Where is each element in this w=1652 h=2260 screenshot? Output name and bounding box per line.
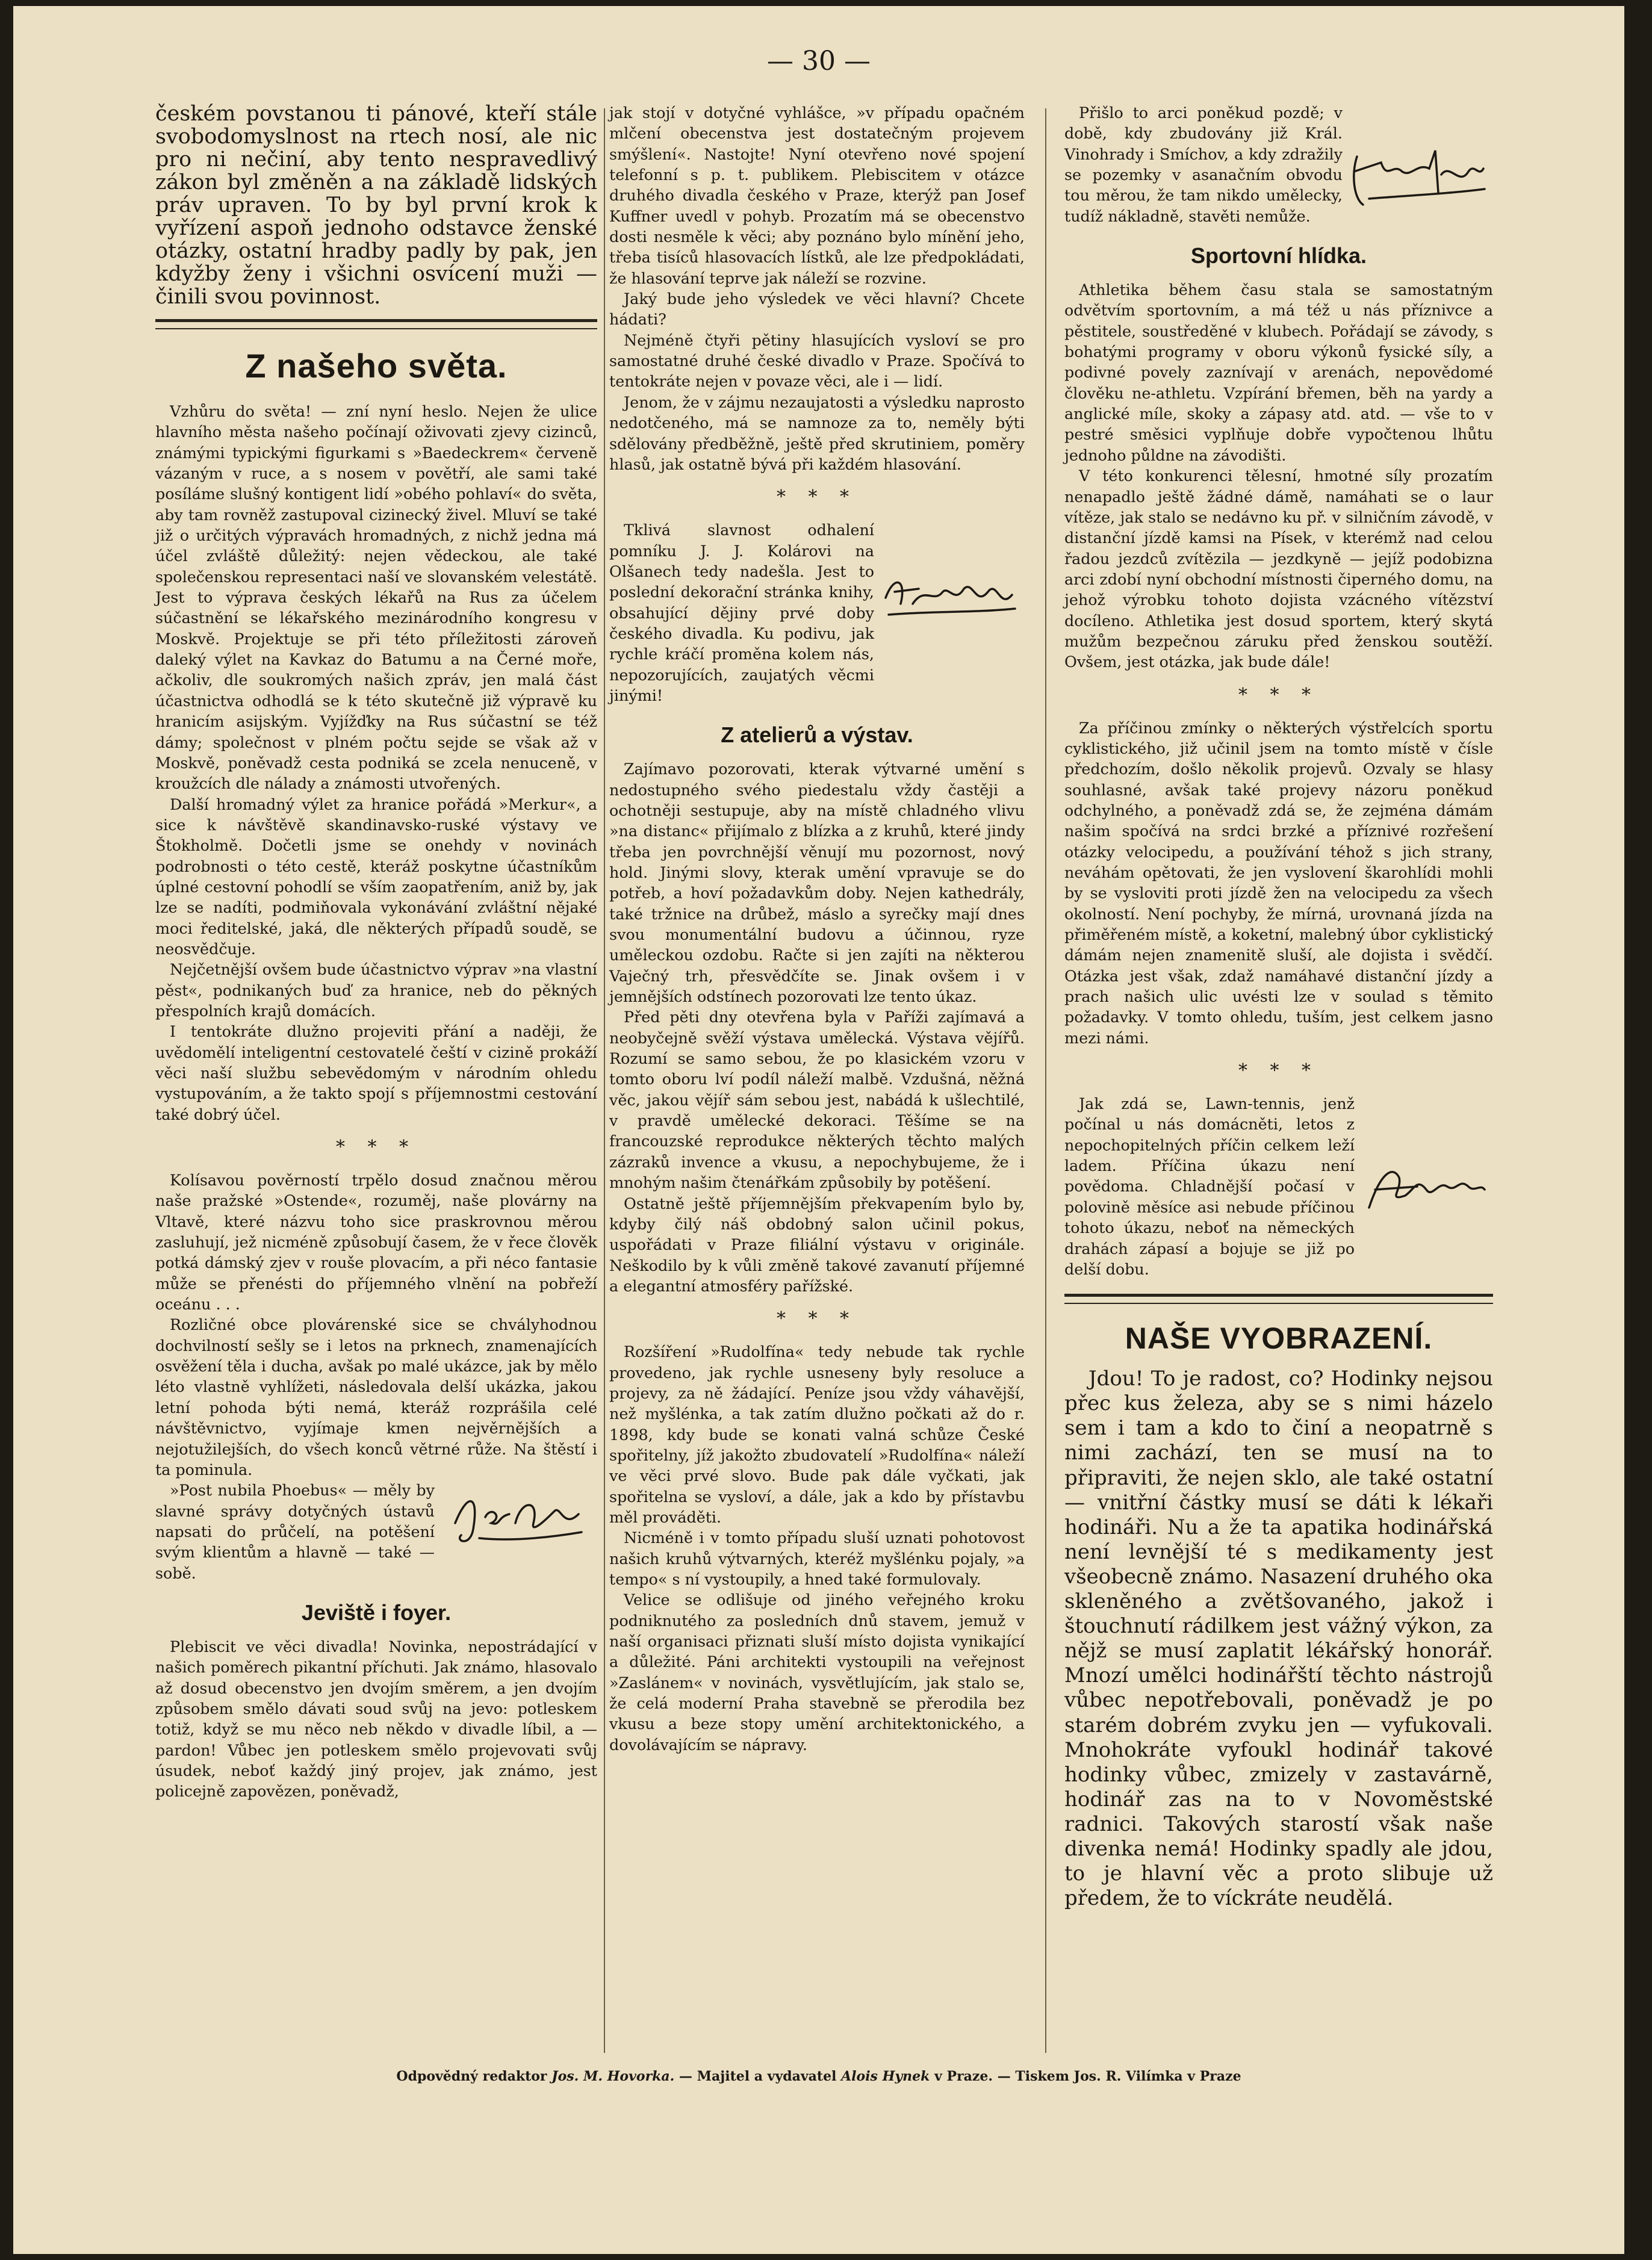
signed-paragraph: Tklivá slavnost odhalení pomníku J. J. Kolárovi na Olšanech tedy nadešla. Jest to poslední dekorační stránka knihy, obsahující dějiny prvé doby českého divadla. Ku podivu, jak rychle kráčí proměna kolem nás, nepozorujících, zaujatých věcmi jinými! [609, 521, 874, 704]
section-heading-nase-vyobrazeni: NAŠE VYOBRAZENÍ. [1125, 1321, 1433, 1356]
article-paragraph: I tentokráte dlužno projeviti přání a naději, že uvědomělí inteligentní cestovatelé čeští v cizině prokáží věci naší službu sebevědomým v národním ohledu vystupováním, a že takto spojí s příjemnostmi cestování také dobrý účel. [155, 1022, 597, 1123]
footer-imprint [13, 2069, 1624, 2084]
article-paragraph: Vzhůru do světa! — zní nyní heslo. Nejen že ulice hlavního města našeho počínají oživovati zjevy cizinců, známými typickými figurkami s »Baedeckrem« červeně vázaným v ruce, a s nosem v povětří, ale sami také posíláme slušný kontigent lidí »obého pohlaví« do světa, aby tam rovněž zastupoval cizinecký živel. Mluví se také již o určitých výpravách hromadných, z nichž jedna má účel zvláště důležitý: nejen vědeckou, ale také společenskou representaci naší ve slovanském velestátě. Jest to výprava českých lékařů na Rus za účelem súčastnění se lékařského mezinárodního kongresu v Moskvě. Projektuje se při této příležitosti zároveň daleký výlet na Kavkaz do Batumu a na Černé moře, ačkoliv, dle soukromých našich zpráv, jen malá část účastnictva odhodlá se k této skutečně již výpravě ku hranicím asijským. Vyjížďky na Rus súčastní se též dámy; společnost v plném počtu sejde se však až v Moskvě, poněvadž cesta podniká se zcela nenuceně, v kroužcích dle nálady a známosti utvořených. [155, 402, 597, 793]
footer-label: — Majitel a vydavatel [678, 2069, 837, 2084]
section-heading-jeviste: Jeviště i foyer. [301, 1600, 452, 1625]
section-stars: * * * [776, 1308, 858, 1330]
article-paragraph: Rozšíření »Rudolfína« tedy nebude tak rychle provedeno, jak rychle usneseny byly resoluce a projevy, za ně žádající. Peníze jsou vždy váhavější, než myšlénka, a tak zatím dlužno počkati až do r. 1898, kdy bude se konati valná schůze České spořitelny, jíž jakožto zbudovatelí »Rudolfína« náleží ve věci prvé slovo. Bude pak dále vyčkati, jak spořitelna se vysloví, a dále, jak a kdo by přístavbu měl prováděti. [609, 1343, 1025, 1526]
section-stars: * * * [776, 486, 858, 508]
article-paragraph: Plebiscit ve věci divadla! Novinka, nepostrádající v našich poměrech pikantní příchuti. Jak známo, hlasovalo až dosud obecenstvo jen dvojím směrem, a jen dvojím způsobem smělo dávati soud svůj na jevo: potleskem totiž, když se mu něco neb někdo v divadle líbil, a — pardon! Vůbec jen potleskem smělo projevovati svůj úsudek, neboť každý jiný projev, jak známo, jest policejně zapovězen, poněvadž, [155, 1637, 597, 1801]
article-paragraph: Zajímavo pozorovati, kterak výtvarné umění s nedostupného svého piedestalu vždy častěji a ochotněji sestupuje, aby na místě chladného vlivu »na distanc« přijímalo z blízka a z kruhů, které jindy třeba jen povrchnější věnují mu pozornost, nový hold. Jinými slovy, kterak umění vpravuje se do potřeb, a hoví požadavkům doby. Nejen kathedrály, také tržnice na drůbež, máslo a syrečky mají dnes svou monumentální budovu a účinnou, ryze uměleckou ozdobu. Račte si jen zajíti na některou Vaječný trh, přesvědčíte se. Jinak ovšem i v jemnějších odstínech pozorovati lze tento úkaz. [609, 760, 1025, 1006]
article-paragraph: Rozličné obce plovárenské sice se chvályhodnou dochvilností sešly se i letos na prknech, znamenajících osvěžení těla i ducha, avšak po malé ukázce, jak by mělo léto vlastně vyhlížeti, následovala delší ukázka, jakou letní pohoda býti nemá, kteráž rozprášila celé návštěvnictvo, vyjímaje kmen nejvěrnějších a nejotužilejších, do všech konců větrné růže. Na štěstí i ta pominula. [155, 1315, 597, 1479]
article-paragraph: Ostatně ještě příjemnějším překvapením bylo by, kdyby čilý náš obdobný salon učinil pokus, uspořádati v Praze filiální výstavu v originále. Neškodilo by k vůli změně takové zavanutí příjemné a elegantní atmosféry pařížské. [609, 1194, 1025, 1295]
article-paragraph: Jdou! To je radost, co? Hodinky nejsou přec kus železa, aby se s nimi házelo sem i tam a kdo to činí a neopatrně s nimi zachází, ten se musí na to připraviti, že nejen sklo, ale také ostatní — vnitřní částky musí se dáti k lékaři hodináři. Nu a že ta apatika hodinářská není levnější té s medikamenty jest všeobecně známo. Nasazení druhého oka skleněného a zvětšovaného, jakož i štouchnutí rádilkem jest vážný výkon, za nějž se musí zaplatit lékářský honorář. Mnozí umělci hodinářští těchto nástrojů vůbec nepotřebovali, poněvadž je po starém dobrém zvyku jen — vyfukovali. Mnohokráte vyfoukl hodinář takové hodinky vůbec, zmizely v zastavárně, hodinář zas na to v Novoměstské radnici. Takových starostí však naše divenka nemá! Hodinky spadly ale jdou, to je hlavní věc a proto slibuje už předem, že to víckráte neudělá. [1064, 1367, 1493, 1911]
section-heading-z-atelieru: Z atelierů a výstav. [721, 722, 913, 748]
section-rule [1064, 1294, 1493, 1304]
signature-image [877, 562, 1021, 630]
footer-label: v Praze. — Tiskem Jos. R. Vilímka v Praze [934, 2069, 1241, 2084]
article-paragraph: Nejčetnější ovšem bude účastnictvo výprav »na vlastní pěst«, podnikaných buď za hranice, neb do pěkných přespolních krajů domácích. [155, 960, 597, 1020]
footer-label: Odpovědný redaktor [396, 2069, 547, 2084]
article-paragraph: Athletika během času stala se samostatným odvětvím sportovním, a má též u nás příznivce a pěstitele, soustředěné v klubech. Pořádají se závody, s bohatými programy v oboru výkonů fysické síly, a podivné povely zaznívají v arenách, nepovědomé člověku ne-athletu. Vzpírání břemen, běh na yardy a anglické míle, skoky a zápasy atd. atd. — vše to v pestré směsici vyplňuje dobře vypočtenou lhůtu jednoho půldne na závodišti. [1064, 281, 1493, 464]
column-middle [609, 102, 1025, 1755]
article-paragraph: Za příčinou zmínky o některých výstřelcích sportu cyklistického, již učinil jsem na tomto místě v čísle předchozím, došlo několik projevů. Ozvaly se hlasy souhlasné, avšak také projevy názoru poněkud odchylného, a poněvadž zdá se, že zejména dámám našim spočívá na srdci brzké a příznivé rozřešení otázky velocipedu, a používání téhož s jich strany, neváhám opětovati, že jen vyslovení škarohlídi mohli by se vysloviti proti jízdě žen na velocipedu za všech okolností. Není pochyby, že mírná, urovnaná jízda na přiměřeném místě, a koketní, malebný úbor cyklistický dámám nejen znamenitě sluší, ale dojista i svědčí. Otázka jest však, zdaž namáhavé distanční jízdy a prach našich ulic uvésti lze v soulad s těmito požadavky. V tomto ohledu, tuším, jest celkem jasno mezi námi. [1064, 718, 1493, 1047]
article-paragraph: V této konkurenci tělesní, hmotné síly prozatím nenapadlo ještě žádné dámě, namáhati se o laur vítěze, jak stalo se nedávno ku př. v silničním závodě, v distanční jízdě kamsi na Písek, v kterémž nad celou řadou jezdců zvítězila — jezdkyně — jejíž podobizna arci zdobí nyní obchodní místnosti čiperného domu, na jehož výrobku tohoto dojista vzácného vítězství docíleno. Athletika jest dosud sportem, který skytá mužům bezpečnou záruku před ženskou soutěží. Ovšem, jest otázka, jak bude dále! [1064, 467, 1493, 671]
column-divider [1045, 108, 1046, 2053]
article-paragraph: Nejméně čtyři pětiny hlasujících vysloví se pro samostatné druhé české divadlo v Praze. Spočívá to tentokráte nejen v povaze věci, ale i — lidí. [609, 331, 1025, 391]
article-paragraph: Jaký bude jeho výsledek ve věci hlavní? Chcete hádati? [609, 290, 1025, 329]
intro-paragraph: českém povstanou ti pánové, kteří stále svobodomyslnost na rtech nosí, ale nic pro ni nečiní, aby tento nespravedlivý zákon byl změněn a na základě lidských práv upraven. To by byl první krok k vyřízení aspoň jednoho odstavce ženské otázky, ostatní hradby padly by pak, jen kdyžby ženy i všichni osvícení muži — činili svou povinnost. [155, 102, 597, 309]
section-rule [155, 319, 597, 329]
signed-paragraph: »Post nubila Phoebus« — měly by slavné správy dotyčných ústavů napsati do průčelí, na potěšení svým klientům a hlavně — také — sobě. [155, 1481, 435, 1582]
section-stars: * * * [1238, 1060, 1320, 1082]
signed-paragraph: Přišlo to arci poněkud pozdě; v době, kdy zbudovány již Král. Vinohrady i Smíchov, a kdy zdražily se pozemky v asanačním obvodu tou měrou, že tam nikdo umělecky, tudíž nákladně, stavěti nemůže. [1064, 104, 1343, 225]
section-stars: * * * [335, 1137, 417, 1158]
article-paragraph: Velice se odlišuje od jiného veřejného kroku podniknutého za posledních dnů stavem, jemuž v naší organisaci přiznati sluší místo dojista vynikající a důležité. Páni architekti vystoupili na veřejnost »Zaslánem« v novinách, vysvětlujícím, jak stalo se, že celá moderní Praha stavebně se přerodila bez vkusu a beze stopy umění architektonického, a dovolávajícím se nápravy. [609, 1591, 1025, 1754]
section-heading-z-naseho-sveta: Z našeho světa. [245, 347, 508, 385]
nase-vyobrazeni-section [1064, 1321, 1493, 1911]
article-paragraph: Kolísavou pověrností trpělo dosud značnou měrou naše pražské »Ostende«, rozuměj, naše plovárny na Vltavě, které názvu toho sice praskrovnou měrou zasluhují, jež nicméně způsobují časem, že v řece člověk potká dámský zjev v rouše plovacím, a při néco fantasie může se přenésti do příjemného vlnění na pobřeží oceánu . . . [155, 1171, 597, 1314]
signature-image [443, 1481, 594, 1556]
signature-image [1357, 1153, 1489, 1222]
section-heading-sportovni-hlidka: Sportovní hlídka. [1190, 243, 1367, 269]
newspaper-page [13, 6, 1624, 2254]
signature-image [1345, 138, 1489, 213]
footer-publisher: Alois Hynek [841, 2069, 930, 2084]
article-paragraph: Další hromadný výlet za hranice pořádá »Merkur«, a sice k návštěvě skandinavsko-ruské výstavy ve Štokholmě. Dočetli jsme se onehdy v novinách podrobnosti o této cestě, kteráž poskytne účastníkům úplné cestovní pohodlí se vším zaopatřením, aniž by, jak lze se nadíti, podmiňovala vykonávání zvláštní nějaké moci ředitelské, jaká, dle některých případů soudě, se neosvědčuje. [155, 795, 597, 958]
column-divider [604, 108, 605, 2053]
article-paragraph: jak stojí v dotyčné vyhlášce, »v případu opačném mlčení obecenstva jest dostatečným projevem smýšlení«. Nastojte! Nyní otevřeno nové spojení telefonní s p. t. publikem. Plebiscitem v otázce druhého divadla českého v Praze, kterýž pan Josef Kuffner uvedl v pohyb. Prozatím má se obecenstvo dosti nesměle k věci; aby poznáno bylo mínění jeho, třeba tisíců hlasovacích lístků, ale lze předpokládati, že hlasování teprve jak náleží se rozvine. [609, 104, 1025, 287]
footer-editor: Jos. M. Hovorka. [551, 2069, 675, 2084]
article-paragraph: Nicméně i v tomto případu sluší uznati pohotovost našich kruhů výtvarných, kteréž myšlénku pojaly, »a tempo« s ní vystoupily, a hned také formulovaly. [609, 1529, 1025, 1588]
section-stars: * * * [1238, 684, 1320, 706]
article-paragraph: Před pěti dny otevřena byla v Paříži zajímavá a neobyčejně svěží výstava umělecká. Výstava vějířů. Rozumí se samo sebou, že po klasickém vzoru v tomto oboru lví podíl náleží malbě. Vzdušná, něžná věc, jakou vějíř sám sebou jest, nabádá k ušlechtilé, v pravdě umělecké dekoraci. Těšíme se na francouzské reprodukce některých těchto malých zázraků invence a vkusu, a nepochybujeme, že i mnohým našim čtenářkám způsobily by potěšení. [609, 1008, 1025, 1192]
page-number: — 30 — [767, 46, 871, 76]
column-left [155, 102, 597, 1802]
column-right [1064, 102, 1493, 1911]
signed-paragraph: Jak zdá se, Lawn-tennis, jenž počínal u nás domácněti, letos z nepochopitelných příčin celkem leží ladem. Příčina úkazu není povědoma. Chladnější počasí v polovině měsíce asi nebude příčinou tohoto úkazu, neboť na německých drahách zápasí a bojuje se již po delší dobu. [1064, 1094, 1355, 1278]
article-paragraph: Jenom, že v zájmu nezaujatosti a výsledku naprosto nedotčeného, má se namnoze za to, neměly býti sdělovány předběžně, ještě před skrutiniem, poměry hlasů, jak ostatně bývá při každém hlasování. [609, 393, 1025, 473]
